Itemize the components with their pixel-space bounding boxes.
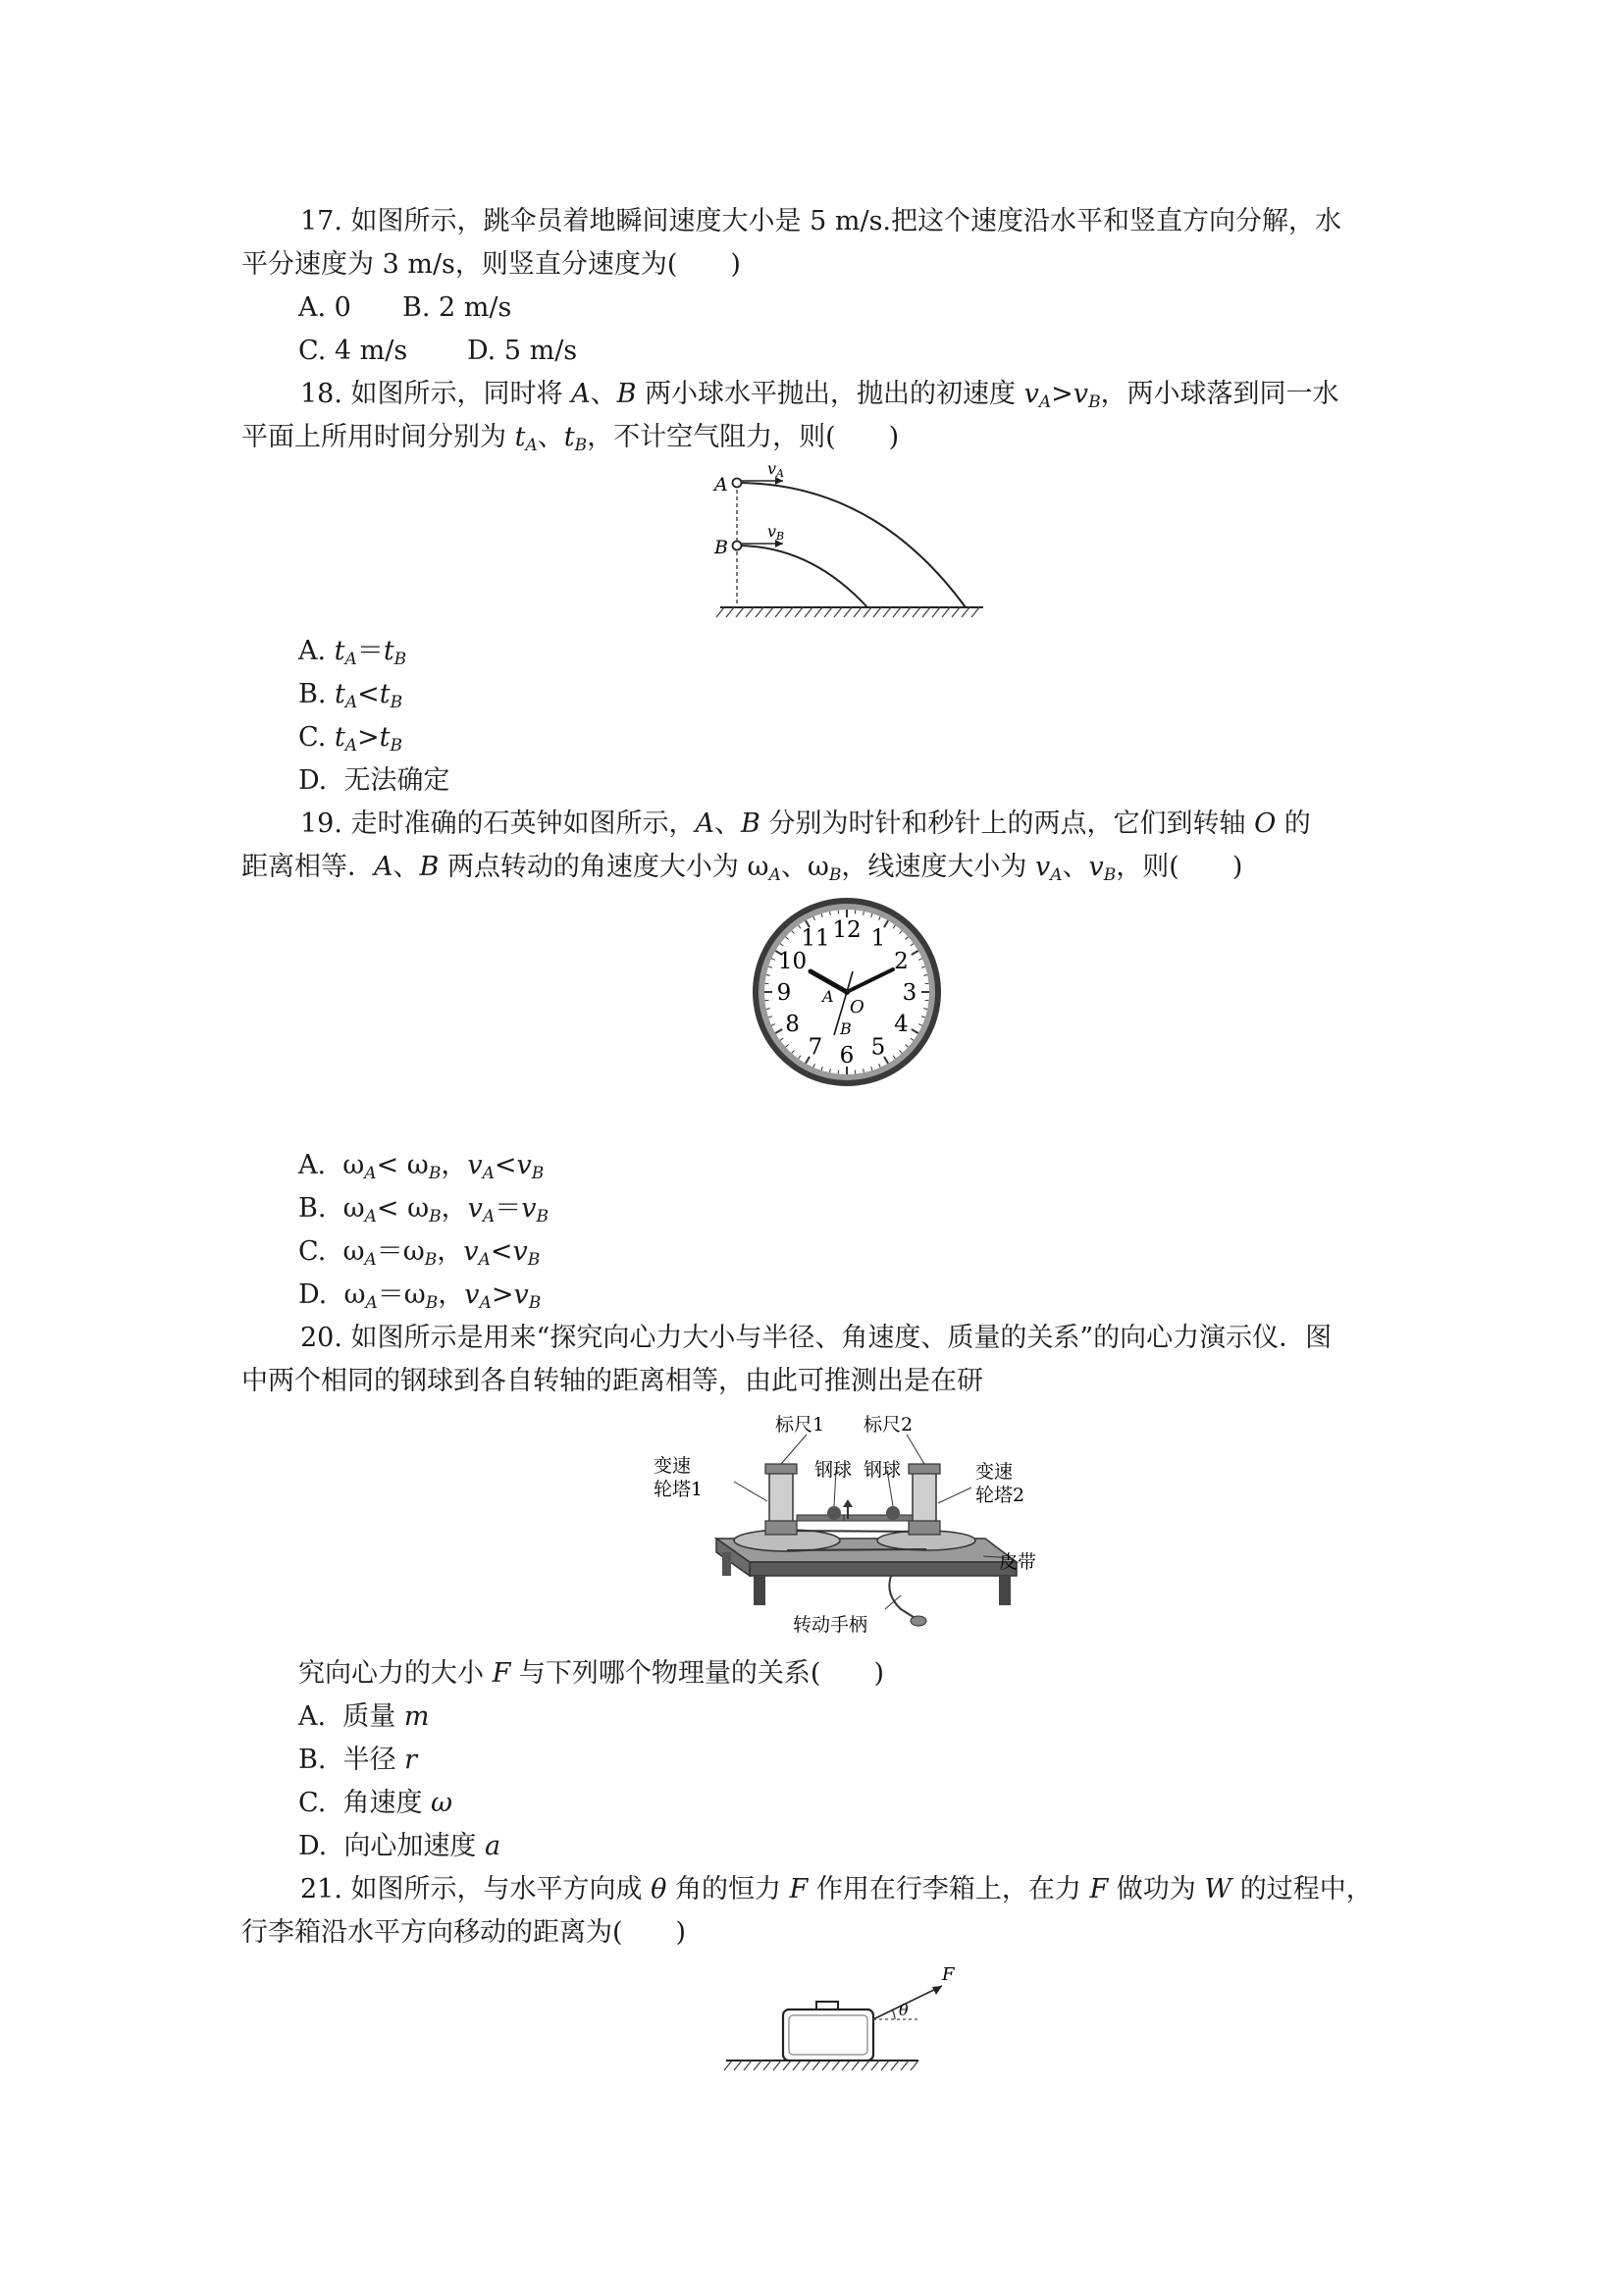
clock-numeral: 1 (870, 925, 886, 952)
q18-line-1: 18. 如图所示，同时将 A、B 两小球水平抛出，抛出的初速度 $v_A>v_B$，两小球落到同一水 (300, 379, 1339, 412)
q18-fig-label-b: B (714, 537, 728, 558)
clock-numeral: 8 (785, 1012, 800, 1037)
q20-label-handle: 转动手柄 (793, 1614, 868, 1636)
q21-suitcase-figure (722, 1958, 958, 2080)
q18-option-c: C. $t_A>t_B$ (298, 722, 402, 756)
clock-numeral: 12 (832, 917, 862, 943)
q21-line-2: 行李箱沿水平方向移动的距离为( ) (241, 1917, 687, 1948)
q18-fig-vb: vB (767, 522, 785, 543)
q20-label-tower-1a: 变速 (654, 1455, 692, 1477)
q19-option-d: D. $\omega_A=\omega_B$，$v_A>v_B$ (298, 1279, 542, 1313)
q19-option-a: A. $\omega_A< \omega_B$，$v_A<v_B$ (298, 1150, 545, 1183)
q21-fig-label-theta: θ (899, 2001, 909, 2019)
q18-option-a: A. $t_A=t_B$ (298, 636, 407, 669)
q18-fig-label-a: A (714, 474, 728, 496)
q18-option-d: D. 无法确定 (298, 765, 450, 796)
q19-clock-label-o: O (850, 997, 864, 1018)
q19-option-c: C. $\omega_A=\omega_B$，$v_A<v_B$ (298, 1236, 541, 1270)
q19-clock-figure (748, 893, 946, 1091)
q19-clock-label-b: B (840, 1019, 852, 1038)
q20-label-tower-2b: 轮塔2 (975, 1485, 1025, 1506)
q20-line-3: 究向心力的大小 F 与下列哪个物理量的关系( ) (298, 1658, 884, 1689)
q20-label-tower-2a: 变速 (975, 1461, 1014, 1483)
q17-line-1: 17. 如图所示，跳伞员着地瞬间速度大小是 5 m/s.把这个速度沿水平和竖直方向分解，水 (300, 206, 1342, 236)
clock-numeral: 9 (776, 980, 792, 1006)
q20-label-ball-2: 钢球 (864, 1459, 902, 1481)
q20-label-tower-1b: 轮塔1 (654, 1479, 704, 1500)
q20-option-d: D. 向心加速度 a (298, 1831, 501, 1861)
q20-option-b: B. 半径 r (298, 1745, 418, 1775)
q20-option-a: A. 质量 m (298, 1701, 430, 1732)
q17-option-d: D. 5 m/s (467, 336, 578, 366)
clock-numeral: 7 (808, 1034, 823, 1061)
q20-label-ruler-1: 标尺1 (775, 1414, 825, 1435)
q20-line-2: 中两个相同的钢球到各自转轴的距离相等，由此可推测出是在研 (241, 1366, 983, 1396)
q20-line-1: 20. 如图所示是用来“探究向心力大小与半径、角速度、质量的关系”的向心力演示仪．图 (300, 1323, 1333, 1353)
clock-numeral: 10 (777, 949, 808, 974)
q19-line-1: 19. 走时准确的石英钟如图所示，A、B 分别为时针和秒针上的两点，它们到转轴 O 的 (300, 809, 1311, 839)
q20-label-ruler-2: 标尺2 (864, 1414, 914, 1435)
q18-line-2: 平面上所用时间分别为 $t_A$、$t_B$，不计空气阻力，则( ) (241, 422, 900, 455)
clock-numeral: 4 (894, 1012, 909, 1037)
q19-option-b: B. $\omega_A< \omega_B$，$v_A=v_B$ (298, 1193, 549, 1226)
clock-numeral: 6 (839, 1043, 855, 1069)
q20-label-ball-1: 钢球 (814, 1459, 853, 1481)
clock-numeral: 2 (894, 949, 909, 974)
q21-fig-label-f: F (942, 1964, 955, 1985)
q21-line-1: 21. 如图所示，与水平方向成 θ 角的恒力 F 作用在行李箱上，在力 F 做功为 W 的过程中， (300, 1874, 1373, 1905)
q17-line-2: 平分速度为 3 m/s，则竖直分速度为( ) (241, 249, 741, 280)
q20-label-belt: 皮带 (999, 1551, 1037, 1573)
clock-numeral: 5 (870, 1034, 886, 1061)
q18-option-b: B. $t_A<t_B$ (298, 679, 403, 712)
q18-projectile-figure (703, 453, 987, 624)
q17-option-c: C. 4 m/s (298, 336, 408, 366)
q17-option-b: B. 2 m/s (402, 292, 512, 323)
q17-option-a: A. 0 (298, 292, 351, 323)
q20-option-c: C. 角速度 ω (298, 1788, 453, 1818)
clock-numeral: 11 (801, 925, 830, 952)
q20-apparatus-figure (640, 1413, 1056, 1639)
q18-fig-va: vA (767, 459, 784, 480)
clock-numeral: 3 (902, 980, 917, 1006)
q19-line-2: 距离相等．A、B 两点转动的角速度大小为 $\omega_A$、$\omega_B$，线速度大小为 $v_A$、$v_B$，则( ) (241, 852, 1243, 885)
q19-clock-label-a: A (822, 987, 834, 1006)
